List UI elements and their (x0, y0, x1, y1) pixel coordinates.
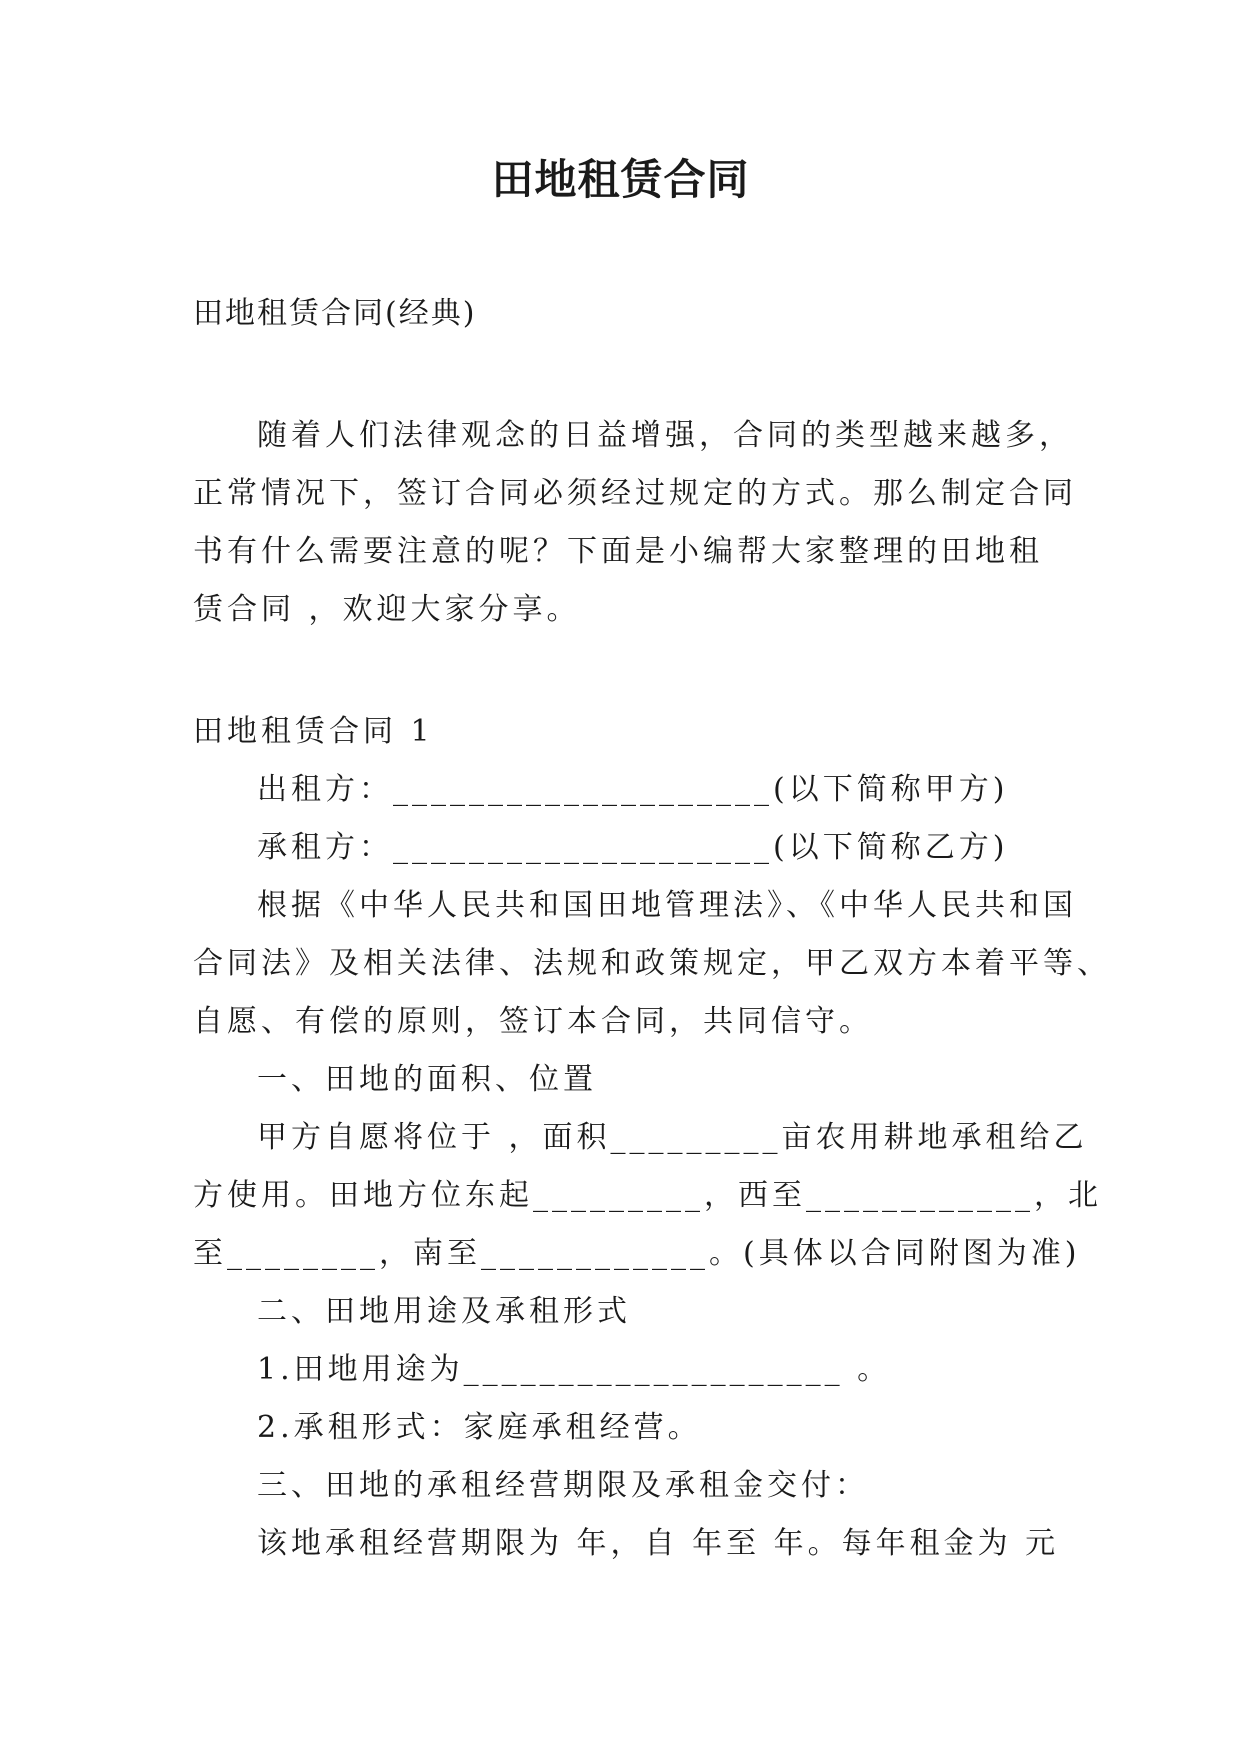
document-title: 田地租赁合同 (491, 155, 750, 204)
contract-heading: 田地租赁合同 1 (193, 714, 434, 749)
section-heading: 三、田地的承租经营期限及承租金交付： (257, 1468, 869, 1503)
section-heading: 二、田地用途及承租形式 (257, 1294, 631, 1329)
basis-line: 自愿、有偿的原则，签订本合同，共同信守。 (193, 1004, 873, 1039)
section-text-line: 甲方自愿将位于 ，面积_________亩农用耕地承租给乙 (257, 1120, 1088, 1155)
document-body (193, 285, 1111, 1573)
lessor-line: 出租方：____________________(以下简称甲方) (257, 772, 1009, 807)
intro-line: 赁合同 ，欢迎大家分享。 (193, 592, 581, 627)
intro-line: 随着人们法律观念的日益增强，合同的类型越来越多， (257, 418, 1073, 453)
section-item: 1.田地用途为____________________ 。 (257, 1352, 892, 1387)
section-heading: 一、田地的面积、位置 (257, 1062, 597, 1097)
intro-line: 书有什么需要注意的呢？下面是小编帮大家整理的田地租 (193, 534, 1043, 569)
spacer (193, 639, 1073, 703)
spacer (193, 343, 1073, 407)
section-text-line: 该地承租经营期限为 年，自 年至 年。每年租金为 元 (257, 1526, 1060, 1561)
section-text-line: 方使用。田地方位东起_________，西至____________，北 (193, 1178, 1102, 1213)
section-text-line: 至________，南至____________。(具体以合同附图为准) (193, 1236, 1081, 1271)
section-item: 2.承租形式：家庭承租经营。 (257, 1410, 702, 1445)
document-subtitle: 田地租赁合同(经典) (193, 296, 477, 331)
basis-line: 根据《中华人民共和国田地管理法》、《中华人民共和国 (257, 888, 1077, 923)
basis-line: 合同法》及相关法律、法规和政策规定，甲乙双方本着平等、 (193, 946, 1111, 981)
lessee-line: 承租方：____________________(以下简称乙方) (257, 830, 1009, 865)
intro-line: 正常情况下，签订合同必须经过规定的方式。那么制定合同 (193, 476, 1077, 511)
